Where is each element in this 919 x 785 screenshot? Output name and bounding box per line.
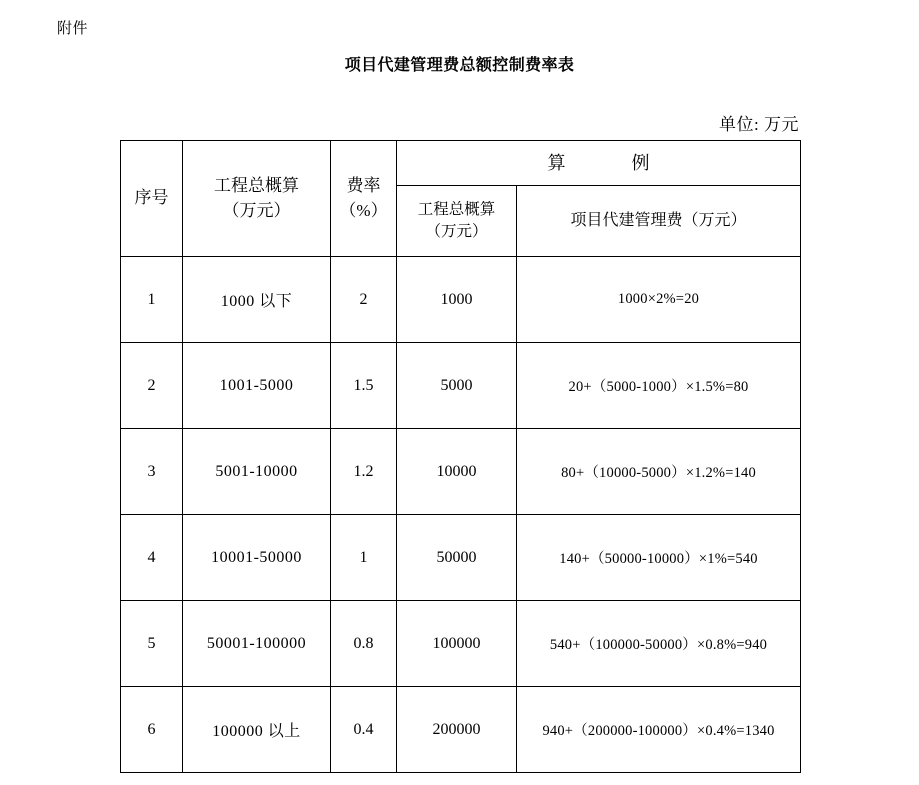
- header-total-budget-line2: （万元）: [222, 200, 291, 220]
- attachment-label: 附件: [57, 20, 89, 37]
- cell-seq: 3: [121, 429, 183, 515]
- cell-seq: 4: [121, 515, 183, 601]
- cell-rate: 1.2: [331, 429, 397, 515]
- table-row: [121, 257, 801, 343]
- cell-rate: 2: [331, 257, 397, 343]
- table-row: [121, 601, 801, 687]
- table-row: [121, 687, 801, 773]
- cell-budget: 10001-50000: [183, 515, 331, 601]
- header-example-budget: [397, 186, 517, 257]
- table-body: [121, 257, 801, 773]
- unit-note: 单位: 万元: [719, 115, 799, 134]
- header-total-budget-line1: 工程总概算: [214, 175, 299, 195]
- header-example-budget-line1: 工程总概算: [417, 200, 496, 218]
- cell-example-budget: 1000: [397, 257, 517, 343]
- header-total-budget: [183, 141, 331, 257]
- cell-seq: 6: [121, 687, 183, 773]
- cell-example-fee: 80+（10000-5000）×1.2%=140: [517, 429, 801, 515]
- table-row: [121, 429, 801, 515]
- header-example-fee: 项目代建管理费（万元）: [517, 186, 801, 257]
- header-rate-line2: （%）: [339, 200, 388, 220]
- cell-example-fee: 140+（50000-10000）×1%=540: [517, 515, 801, 601]
- cell-rate: 0.4: [331, 687, 397, 773]
- table-row: [121, 515, 801, 601]
- rate-table: [120, 140, 801, 773]
- cell-seq: 1: [121, 257, 183, 343]
- cell-seq: 5: [121, 601, 183, 687]
- header-seq: 序号: [121, 141, 183, 257]
- header-rate: [331, 141, 397, 257]
- cell-budget: 1000 以下: [183, 257, 331, 343]
- cell-budget: 1001-5000: [183, 343, 331, 429]
- cell-budget: 50001-100000: [183, 601, 331, 687]
- cell-example-fee: 20+（5000-1000）×1.5%=80: [517, 343, 801, 429]
- cell-example-fee: 940+（200000-100000）×0.4%=1340: [517, 687, 801, 773]
- cell-example-fee: 1000×2%=20: [517, 257, 801, 343]
- cell-rate: 1: [331, 515, 397, 601]
- header-rate-line1: 费率: [346, 175, 381, 195]
- cell-seq: 2: [121, 343, 183, 429]
- cell-example-budget: 10000: [397, 429, 517, 515]
- page-title: 项目代建管理费总额控制费率表: [344, 57, 575, 74]
- cell-budget: 100000 以上: [183, 687, 331, 773]
- cell-example-budget: 50000: [397, 515, 517, 601]
- cell-budget: 5001-10000: [183, 429, 331, 515]
- header-example-budget-line2: （万元）: [425, 223, 488, 240]
- header-example-group: 算 例: [397, 141, 801, 186]
- cell-example-budget: 200000: [397, 687, 517, 773]
- cell-rate: 0.8: [331, 601, 397, 687]
- cell-example-fee: 540+（100000-50000）×0.8%=940: [517, 601, 801, 687]
- cell-rate: 1.5: [331, 343, 397, 429]
- table-header-row-1: [121, 141, 801, 186]
- cell-example-budget: 5000: [397, 343, 517, 429]
- table-row: [121, 343, 801, 429]
- cell-example-budget: 100000: [397, 601, 517, 687]
